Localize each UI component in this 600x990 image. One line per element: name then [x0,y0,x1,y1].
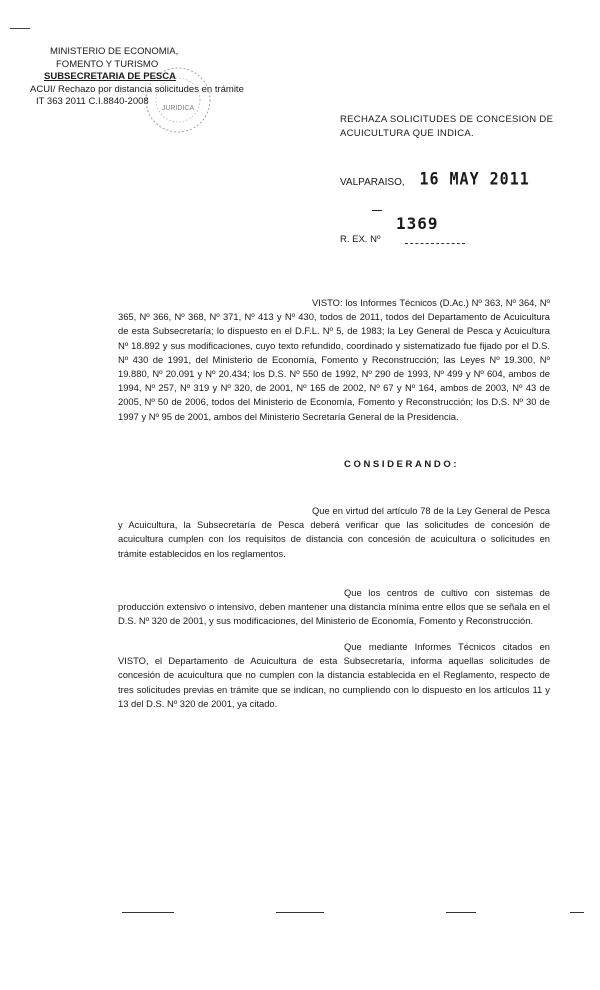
official-stamp-icon [138,60,218,140]
stamp-text: JURIDICA [161,105,195,112]
undersecretary-name: SUBSECRETARIA DE PESCA [44,71,176,82]
place-name: VALPARAISO, [340,177,405,188]
considerando-paragraph-3: Que mediante Informes Técnicos citados en VISTO, el Departamento de Acuicultura de esta Subsecretaría, informa aquellas solicitudes de concesión de acuicultura que no cumplen con la distancia establecida en el Reglamento, respecto de tres solicitudes previas en trámite que se indican, no cumpliendo con lo dispuesto en los artículos 11 y 13 del D.S. Nº 320 de 2001, ya citado. [118,641,550,709]
considerando-paragraph-1: Que en virtud del artículo 78 de la Ley General de Pesca y Acuicultura, la Subsecretaría de Pesca deberá verificar que las solicitudes de concesión de acuicultura cumplen con los requisitos de distancia con concesión de acuicultura o solicitudes en trámite establecidos en los reglamentos. [118,505,550,559]
resolution-label: R. EX. Nº [340,234,381,245]
ministry-name-line2: FOMENTO Y TURISMO [56,58,159,70]
signature-line [276,912,324,913]
place-and-date [340,170,530,188]
signature-line [570,912,584,913]
resolution-number-block [340,210,540,250]
reference-line: ACUI/ Rechazo por distancia solicitudes en trámite [30,83,244,95]
resolution-subject: RECHAZA SOLICITUDES DE CONCESION DE ACUICULTURA QUE INDICA. [340,114,554,139]
signature-line [122,912,174,913]
number-dash [372,210,382,211]
ministry-name: MINISTERIO DE ECONOMIA, [50,46,179,57]
visto-paragraph: VISTO: los Informes Técnicos (D.Ac.) Nº 363, Nº 364, Nº 365, Nº 366, Nº 368, Nº 371, Nº 413 y Nº 430, todos de 2011, todos del Departamento de Acuicultura de esta Subsecretaría; lo dispuesto en el D.F.L. Nº 5, de 1983; la Ley General de Pesca y Acuicultura Nº 18.892 y sus modificaciones, cuyo texto refundido, coordinado y sistematizado fue fijado por el D.S. Nº 430 de 1991, del Ministerio de Economía, Fomento y Reconstrucción; las Leyes Nº 19.300, Nº 19.880, Nº 20.091 y Nº 20.434; los D.S. Nº 550 de 1992, Nº 290 de 1993, Nº 499 y Nº 604, ambos de 1994, Nº 257, Nº 319 y Nº 320, de 2001, Nº 165 de 2002, Nº 67 y Nº 164, ambos de 2003, Nº 43 de 2005, Nº 50 de 2006, todos del Ministerio de Economía, Fomento y Reconstrucción; los D.S. Nº 30 de 1997 y Nº 95 de 2001, ambos del Ministerio Secretaría General de la Presidencia. [118,297,550,422]
considerando-heading: CONSIDERANDO: [344,459,460,470]
signature-line [446,912,476,913]
resolution-number: 1369 [396,214,439,233]
considerando-paragraph-2: Que los centros de cultivo con sistemas de producción extensivo o intensivo, deben mantener una distancia mínima entre ellos que se señala en el D.S. Nº 320 de 2001, y sus modificaciones, del Ministerio de Economía, Fomento y Reconstrucción. [118,587,550,627]
corner-mark [10,28,30,29]
date-stamp: 16 MAY 2011 [419,168,530,190]
number-underline [405,243,465,244]
reference-code: IT 363 2011 C.I.8840-2008 [36,96,149,107]
